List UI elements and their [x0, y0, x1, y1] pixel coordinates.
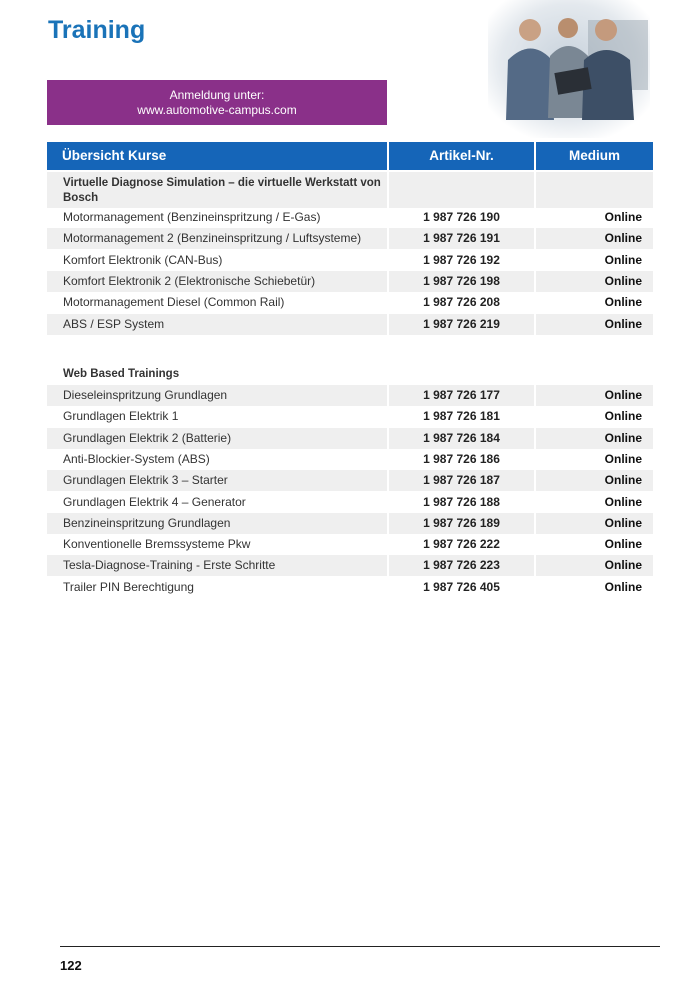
- medium-cell: Online: [536, 470, 653, 491]
- medium-cell: Online: [604, 210, 642, 224]
- table-row: [47, 385, 653, 406]
- article-number-cell: 1 987 726 223: [389, 555, 534, 576]
- banner-url[interactable]: www.automotive-campus.com: [137, 103, 297, 117]
- mechanics-photo: [488, 0, 650, 138]
- article-number-cell: 1 987 726 190: [423, 210, 500, 224]
- article-number-cell: 1 987 726 188: [423, 494, 500, 509]
- medium-cell: Online: [604, 494, 642, 509]
- table-row: [47, 250, 653, 271]
- header-medium: Medium: [536, 142, 653, 170]
- registration-banner: [47, 80, 387, 125]
- medium-cell: Online: [604, 252, 642, 267]
- medium-cell: Online: [604, 537, 642, 552]
- table-row: [47, 314, 653, 335]
- article-number-cell: 1 987 726 192: [423, 252, 500, 267]
- footer-rule: [60, 946, 660, 947]
- table-row: [47, 534, 653, 555]
- table-row: [47, 513, 653, 534]
- article-number-cell: 1 987 726 189: [389, 513, 534, 534]
- article-number-cell: 1 987 726 222: [423, 537, 500, 552]
- medium-cell: Online: [604, 451, 642, 466]
- table-row: [47, 207, 653, 228]
- table-row: [47, 228, 653, 249]
- section-title: Virtuelle Diagnose Simulation – die virtuelle Werkstatt von Bosch: [47, 172, 387, 208]
- medium-cell: Online: [604, 295, 642, 310]
- course-cell: Grundlagen Elektrik 3 – Starter: [47, 470, 387, 491]
- header-article: Artikel-Nr.: [389, 142, 534, 170]
- medium-cell: Online: [536, 513, 653, 534]
- article-number-cell: 1 987 726 181: [423, 409, 500, 424]
- article-number-cell: 1 987 726 198: [389, 271, 534, 292]
- page-number: 122: [60, 958, 82, 973]
- course-cell: Komfort Elektronik (CAN-Bus): [63, 252, 223, 267]
- section-heading-virtual-diagnosis: [47, 172, 653, 208]
- table-row: [47, 271, 653, 292]
- table-row: [47, 449, 653, 470]
- course-cell: Motormanagement Diesel (Common Rail): [63, 295, 285, 310]
- table-row: [47, 292, 653, 313]
- article-number-cell: 1 987 726 186: [423, 451, 500, 466]
- article-number-cell: 1 987 726 187: [389, 470, 534, 491]
- course-cell: Grundlagen Elektrik 2 (Batterie): [47, 428, 387, 449]
- header-course: Übersicht Kurse: [47, 142, 387, 170]
- medium-cell: Online: [536, 228, 653, 249]
- course-cell: Trailer PIN Berechtigung: [63, 579, 194, 594]
- course-cell: Tesla-Diagnose-Training - Erste Schritte: [47, 555, 387, 576]
- banner-label: Anmeldung unter:: [169, 88, 265, 102]
- course-cell: Benzineinspritzung Grundlagen: [47, 513, 387, 534]
- medium-cell: Online: [536, 314, 653, 335]
- article-number-cell: 1 987 726 177: [389, 385, 534, 406]
- course-cell: Grundlagen Elektrik 4 – Generator: [63, 494, 246, 509]
- medium-cell: Online: [536, 271, 653, 292]
- article-number-cell: 1 987 726 219: [389, 314, 534, 335]
- course-cell: Motormanagement 2 (Benzineinspritzung / Luftsysteme): [47, 228, 387, 249]
- course-cell: Anti-Blockier-System (ABS): [63, 451, 210, 466]
- course-cell: Komfort Elektronik 2 (Elektronische Schiebetür): [47, 271, 387, 292]
- page-title: Training: [48, 16, 146, 44]
- course-cell: Motormanagement (Benzineinspritzung / E-Gas): [63, 210, 321, 224]
- table-row: [47, 406, 653, 427]
- medium-cell: Online: [536, 555, 653, 576]
- section-heading-web-based: Web Based Trainings: [63, 368, 180, 380]
- medium-cell: Online: [536, 385, 653, 406]
- table-row: [47, 555, 653, 576]
- article-number-cell: 1 987 726 191: [389, 228, 534, 249]
- medium-cell: Online: [604, 579, 642, 594]
- article-number-cell: 1 987 726 208: [423, 295, 500, 310]
- course-cell: Dieseleinspritzung Grundlagen: [47, 385, 387, 406]
- table-row: [47, 428, 653, 449]
- medium-cell: Online: [536, 428, 653, 449]
- course-cell: Konventionelle Bremssysteme Pkw: [63, 537, 251, 552]
- table-row: [47, 470, 653, 491]
- medium-cell: Online: [604, 409, 642, 424]
- course-cell: ABS / ESP System: [47, 314, 387, 335]
- article-number-cell: 1 987 726 184: [389, 428, 534, 449]
- course-cell: Grundlagen Elektrik 1: [63, 409, 179, 424]
- table-row: [47, 492, 653, 513]
- table-row: [47, 577, 653, 598]
- article-number-cell: 1 987 726 405: [423, 579, 500, 594]
